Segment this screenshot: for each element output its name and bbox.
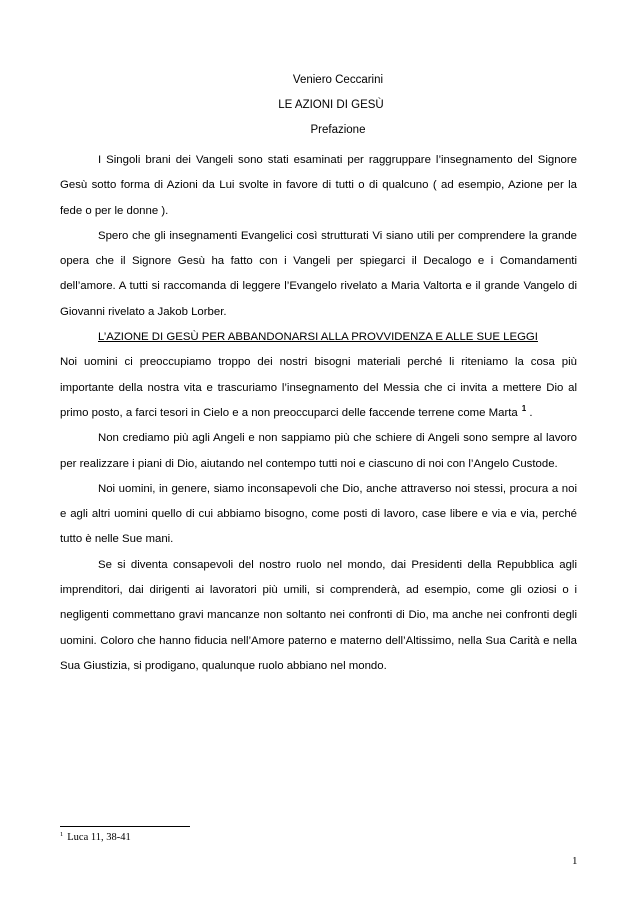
- document-title: LE AZIONI DI GESÙ: [278, 99, 384, 111]
- footnote: [60, 831, 131, 844]
- chapter-heading: L’AZIONE DI GESÙ PER ABBANDONARSI ALLA PROVVIDENZA E ALLE SUE LEGGI: [98, 331, 538, 344]
- footnote-number: 1: [60, 831, 64, 838]
- paragraph-providence: Noi uomini, in genere, siamo inconsapevoli che Dio, anche attraverso noi stessi, procura a noi e agli altri uomini quello di cui abbiamo bisogno, come posti di lavoro, case libere e via e via, perché tutto è nelle Sue mani.: [60, 482, 577, 546]
- page-number: 1: [572, 855, 578, 867]
- section-title: Prefazione: [310, 124, 366, 136]
- paragraph-roles: Se si diventa consapevoli del nostro ruolo nel mondo, dai Presidenti della Repubblica agli imprenditori, dai dirigenti ai lavoratori più umili, si comprenderà, ad esempio, come gli oziosi o i negligenti commettano gravi mancanze non soltanto nei confronti di Dio, ma anche nei confronti degli uomini. Coloro che hanno fiducia nell’Amore paterno e materno dell’Altissimo, nella Sua Carità e nella Sua Giustizia, si prodigano, qualunque ruolo abbiano nel mondo.: [60, 558, 577, 672]
- paragraph-worries-end: .: [526, 406, 533, 419]
- paragraph-worries: [60, 350, 577, 426]
- footnote-text: Luca 11, 38-41: [67, 832, 131, 843]
- document-body: [60, 148, 577, 679]
- paragraph-intro: I Singoli brani dei Vangeli sono stati esaminati per raggruppare l’insegnamento del Signore Gesù sotto forma di Azioni da Lui svolte in favore di tutti o di qualcuno ( ad esempio, Azione per la fede o per le donne ).: [60, 154, 577, 217]
- footnote-reference[interactable]: 1: [521, 403, 527, 413]
- author-name: Veniero Ceccarini: [292, 74, 384, 86]
- paragraph-worries-text: Noi uomini ci preoccupiamo troppo dei nostri bisogni materiali perché li riteniamo la cosa più importante della nostra vita e trascuriamo l’insegnamento del Messia che ci invita a mettere Dio al primo posto, a farci tesori in Cielo e a non preoccuparci delle faccende terrene come Marta: [60, 356, 577, 419]
- footnote-separator: [60, 826, 190, 827]
- paragraph-angels: Non crediamo più agli Angeli e non sappiamo più che schiere di Angeli sono sempre al lavoro per realizzare i piani di Dio, aiutando nel contempo tutti noi e ciascuno di noi con l’Angelo Custode.: [60, 432, 577, 470]
- paragraph-hope: Spero che gli insegnamenti Evangelici così strutturati Vi siano utili per comprendere la grande opera che il Signore Gesù ha fatto con i Vangeli per spiegarci il Decalogo e i Comandamenti dell’amore. A tutti si raccomanda di leggere l’Evangelo rivelato a Maria Valtorta e il grande Vangelo di Giovanni rivelato a Jakob Lorber.: [60, 229, 577, 318]
